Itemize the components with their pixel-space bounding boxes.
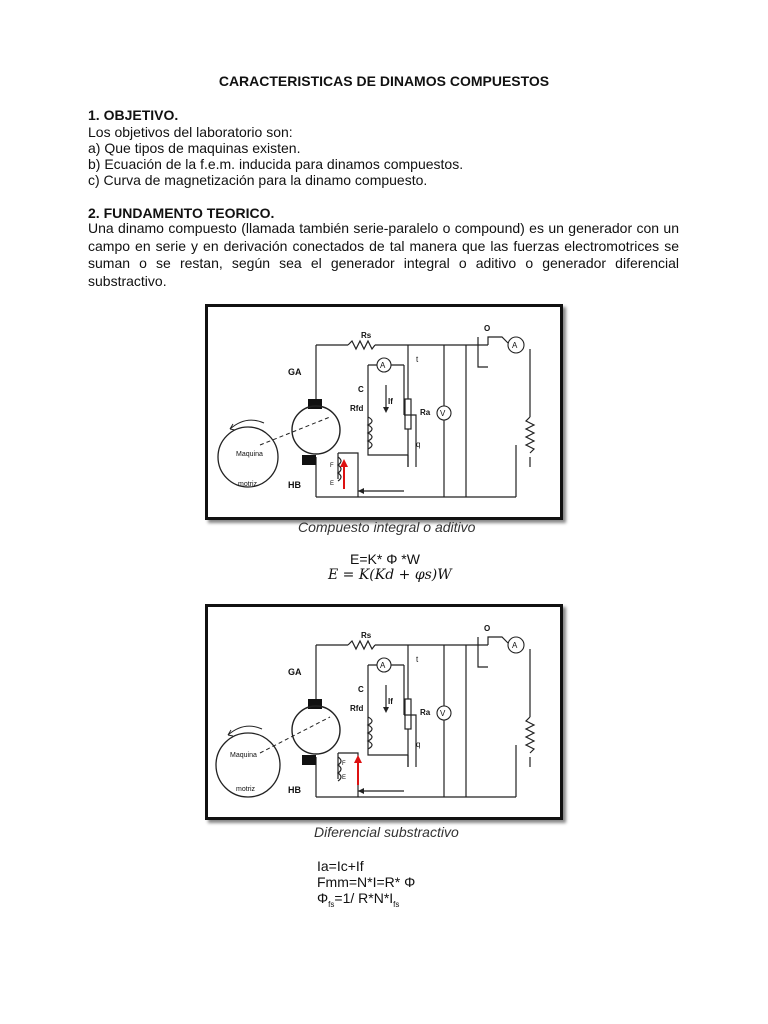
figure1-equation-2: E = K(Kd + φs)W (328, 567, 452, 583)
eq3-subscript-2: fs (393, 899, 400, 909)
ammeter-symbol: A (380, 661, 386, 670)
ammeter-symbol: A (380, 361, 386, 370)
figure2-equation-3 (317, 890, 399, 909)
circuit-diagram-diferencial (205, 604, 563, 820)
label-o: O (484, 624, 491, 633)
label-rfd: Rfd (350, 704, 364, 713)
label-rs: Rs (361, 331, 372, 340)
label-f: F (330, 463, 334, 469)
fundamento-paragraph: Una dinamo compuesto (llamada también serie-paralelo o compound) es un generador con un campo en serie y en derivación conectados de tal manera que las fuerzas electromotrices se suman o se restan, según sea el generador integral o aditivo o generador diferencial substractivo. (88, 220, 679, 289)
label-e: E (330, 481, 335, 487)
label-motriz: motriz (238, 481, 258, 488)
ammeter-symbol-2: A (512, 341, 518, 350)
figure1-caption: Compuesto integral o aditivo (298, 519, 476, 535)
label-c: C (358, 685, 364, 694)
voltmeter-symbol: V (440, 709, 446, 718)
figure2-equation-2: Fmm=N*I=R* Φ (317, 874, 416, 890)
label-ga: GA (288, 667, 302, 677)
label-e: E (342, 775, 347, 781)
label-q: q (416, 740, 421, 749)
label-ra: Ra (420, 408, 431, 417)
eq3-subscript-1: fs (328, 899, 335, 909)
eq3-middle: =1/ R*N*I (334, 890, 394, 906)
section-heading-fundamento: 2. FUNDAMENTO TEORICO. (88, 205, 275, 221)
label-ra: Ra (420, 708, 431, 717)
label-rs: Rs (361, 631, 372, 640)
label-q: q (416, 440, 421, 449)
label-rfd: Rfd (350, 404, 364, 413)
label-c: C (358, 385, 364, 394)
label-f: F (342, 761, 346, 767)
voltmeter-symbol: V (440, 409, 446, 418)
label-if: If (388, 697, 393, 706)
label-hb: HB (288, 480, 301, 490)
label-ga: GA (288, 367, 302, 377)
objective-item-a: a) Que tipos de maquinas existen. (88, 140, 301, 156)
label-if: If (388, 397, 393, 406)
section-heading-objetivo: 1. OBJETIVO. (88, 107, 179, 123)
label-maquina: Maquina (236, 451, 263, 458)
objectives-intro: Los objetivos del laboratorio son: (88, 124, 293, 140)
figure2-equation-1: Ia=Ic+If (317, 858, 364, 874)
document-title: CARACTERISTICAS DE DINAMOS COMPUESTOS (218, 73, 550, 89)
armature-circle (292, 406, 340, 454)
figure2-caption: Diferencial substractivo (314, 824, 459, 840)
label-t: t (416, 655, 419, 664)
label-maquina: Maquina (230, 752, 257, 759)
figure1-equation-1: E=K* Φ *W (350, 551, 420, 567)
objective-item-c: c) Curva de magnetización para la dinamo compuesto. (88, 172, 428, 188)
label-t: t (416, 355, 419, 364)
eq3-phi: Φ (317, 890, 329, 906)
objective-item-b: b) Ecuación de la f.e.m. inducida para dinamos compuestos. (88, 156, 464, 172)
label-o: O (484, 324, 491, 333)
armature-circle (292, 706, 340, 754)
ammeter-symbol-2: A (512, 641, 518, 650)
label-motriz: motriz (236, 786, 256, 793)
circuit-diagram-integral (205, 304, 563, 520)
label-hb: HB (288, 785, 301, 795)
